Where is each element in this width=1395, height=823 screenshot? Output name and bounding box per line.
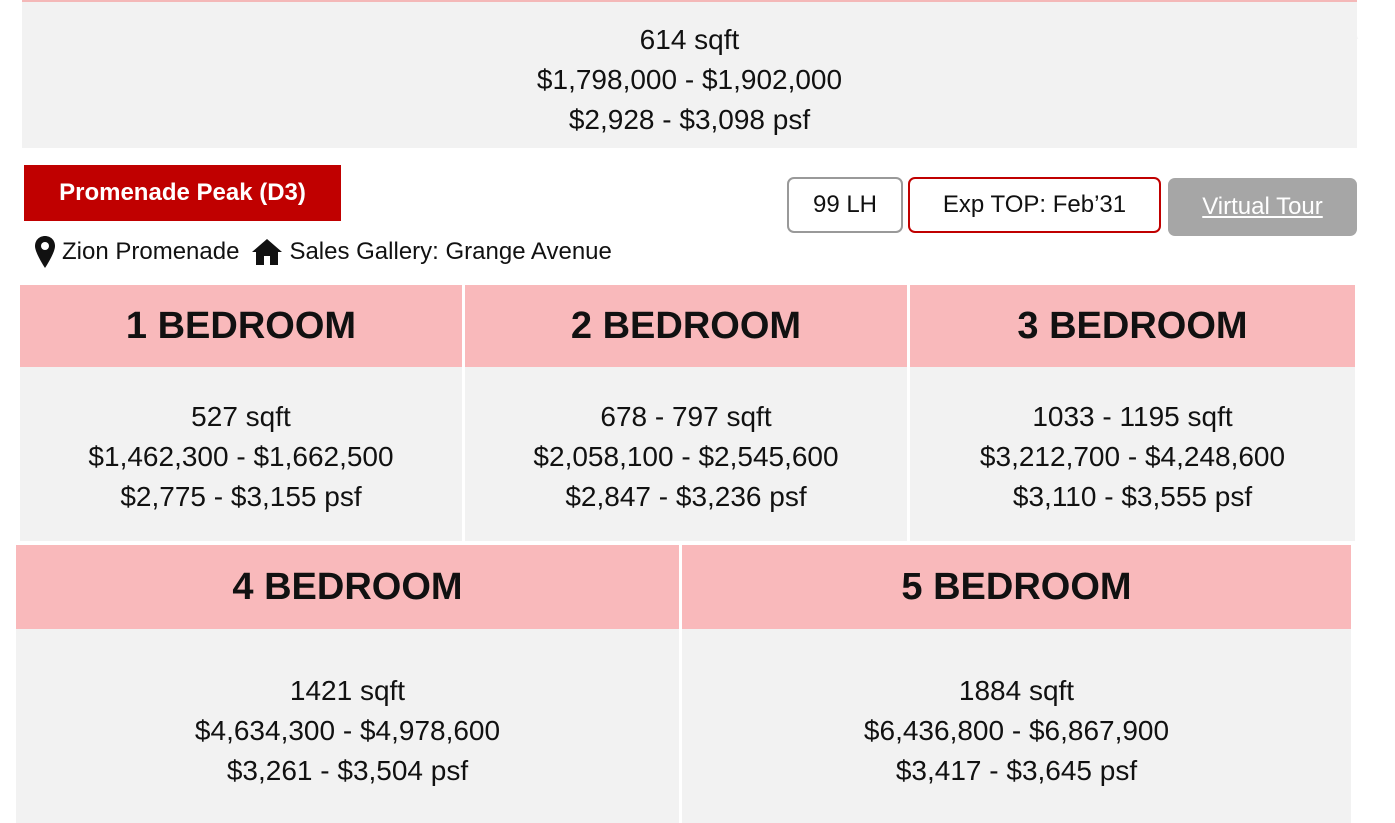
unit-card-4-bedroom bbox=[16, 545, 682, 823]
unit-size: 527 sqft bbox=[191, 401, 291, 432]
unit-size: 1033 - 1195 sqft bbox=[1032, 401, 1233, 432]
unit-price: $1,462,300 - $1,662,500 bbox=[88, 441, 394, 472]
unit-title: 5 BEDROOM bbox=[682, 545, 1351, 629]
previous-unit-card bbox=[22, 0, 1357, 148]
previous-unit-price: $1,798,000 - $1,902,000 bbox=[536, 64, 843, 95]
unit-card-5-bedroom bbox=[682, 545, 1351, 823]
unit-psf: $3,261 - $3,504 psf bbox=[226, 755, 469, 786]
unit-title: 3 BEDROOM bbox=[910, 285, 1355, 367]
map-pin-icon bbox=[34, 235, 56, 269]
location-row bbox=[34, 234, 612, 270]
unit-size: 678 - 797 sqft bbox=[600, 401, 772, 432]
unit-grid-top bbox=[20, 285, 1355, 541]
unit-title: 1 BEDROOM bbox=[20, 285, 462, 367]
tenure-badge: 99 LH bbox=[787, 177, 903, 233]
unit-card-3-bedroom bbox=[910, 285, 1355, 541]
unit-psf: $2,847 - $3,236 psf bbox=[565, 481, 807, 512]
unit-title: 2 BEDROOM bbox=[465, 285, 907, 367]
unit-psf: $3,417 - $3,645 psf bbox=[895, 755, 1138, 786]
virtual-tour-button[interactable]: Virtual Tour bbox=[1168, 178, 1357, 236]
unit-psf: $2,775 - $3,155 psf bbox=[120, 481, 362, 512]
home-icon bbox=[251, 237, 283, 267]
unit-psf: $3,110 - $3,555 psf bbox=[1012, 481, 1253, 512]
unit-size: 1884 sqft bbox=[958, 675, 1075, 706]
previous-unit-size: 614 sqft bbox=[639, 24, 740, 55]
unit-price: $6,436,800 - $6,867,900 bbox=[863, 715, 1170, 746]
project-name-tag: Promenade Peak (D3) bbox=[24, 165, 341, 221]
previous-unit-psf: $2,928 - $3,098 psf bbox=[568, 104, 811, 135]
unit-title: 4 BEDROOM bbox=[16, 545, 679, 629]
unit-price: $4,634,300 - $4,978,600 bbox=[194, 715, 501, 746]
unit-card-1-bedroom bbox=[20, 285, 465, 541]
unit-price: $2,058,100 - $2,545,600 bbox=[533, 441, 839, 472]
expected-top-badge: Exp TOP: Feb’31 bbox=[908, 177, 1161, 233]
unit-size: 1421 sqft bbox=[289, 675, 406, 706]
unit-price: $3,212,700 - $4,248,600 bbox=[979, 441, 1286, 472]
sales-gallery-text: Sales Gallery: Grange Avenue bbox=[289, 238, 612, 265]
location-text: Zion Promenade bbox=[62, 238, 240, 265]
unit-card-2-bedroom bbox=[465, 285, 910, 541]
unit-grid-bottom bbox=[16, 545, 1351, 823]
